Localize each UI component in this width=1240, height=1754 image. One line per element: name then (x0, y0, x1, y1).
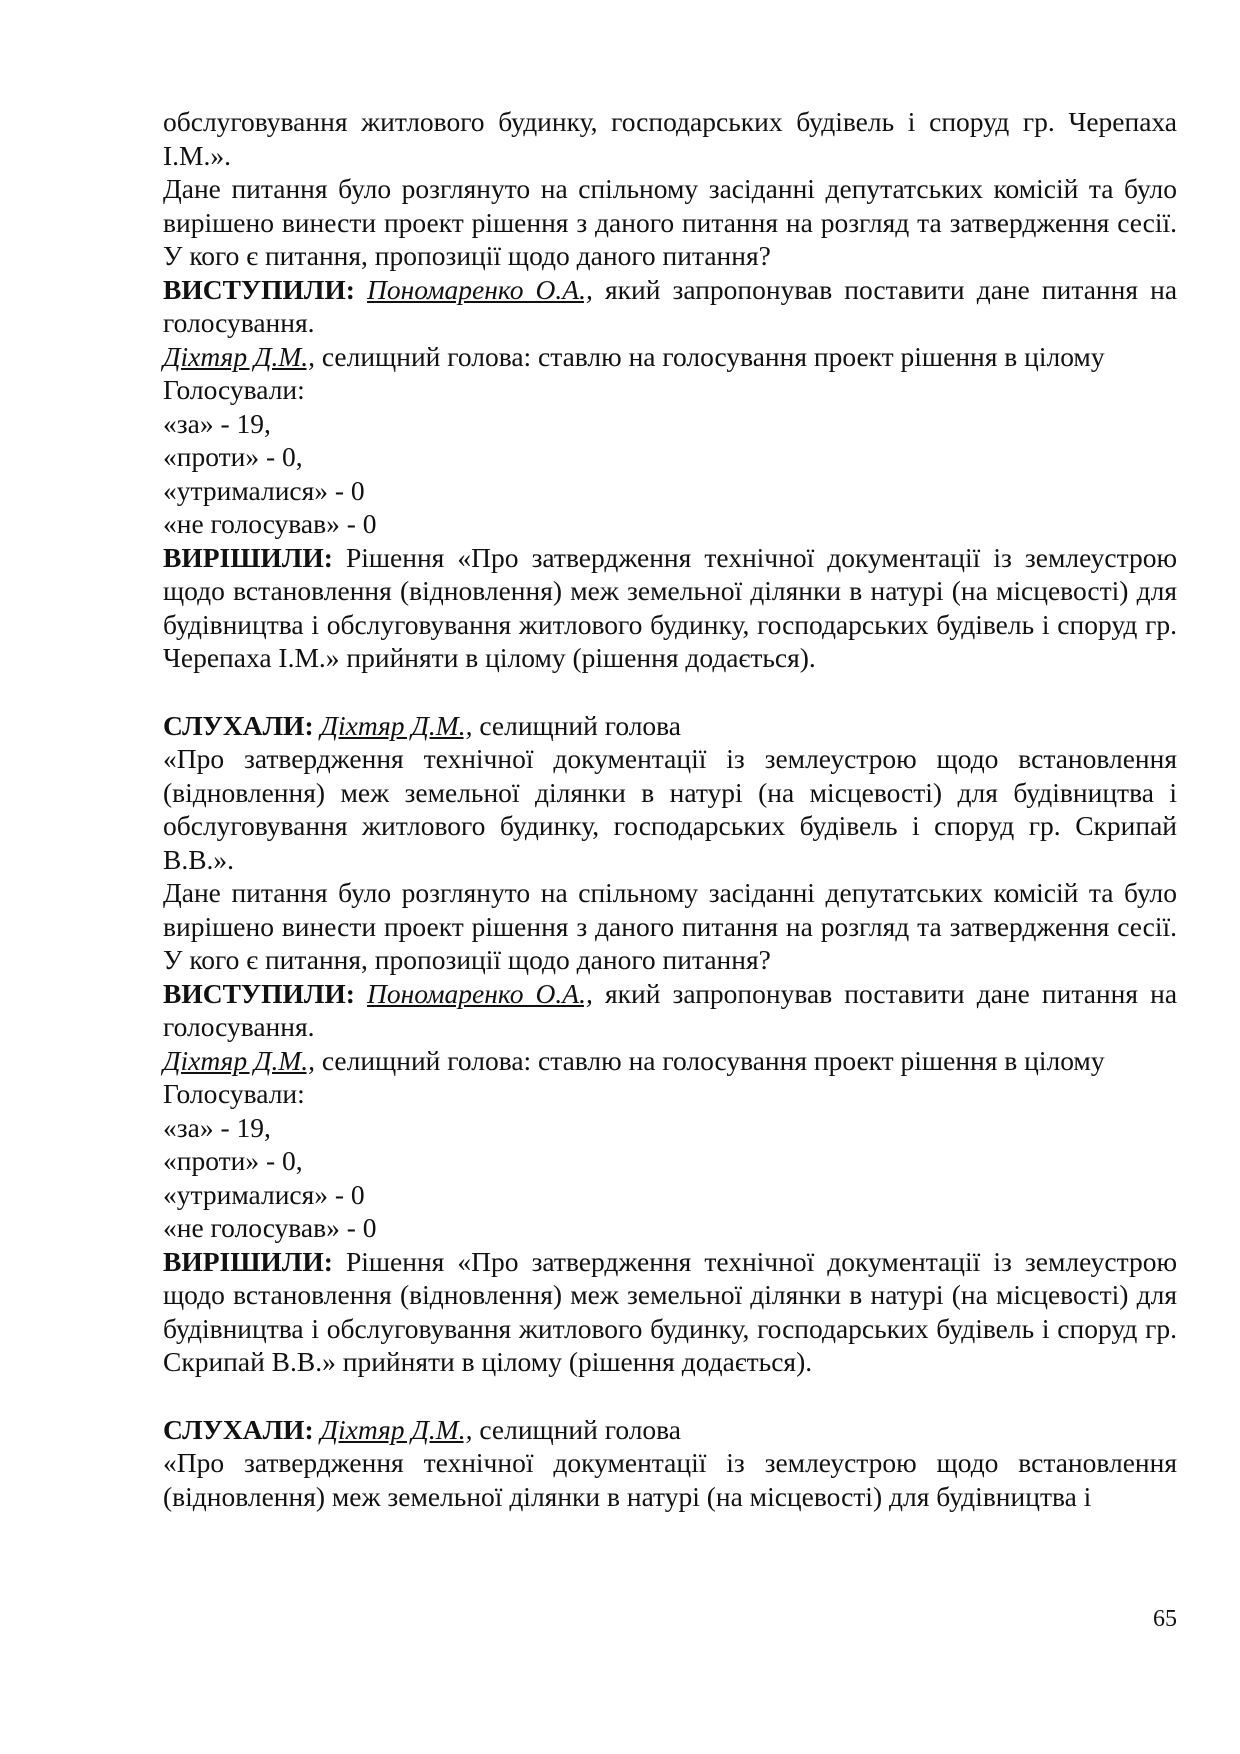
section1-spoke (163, 273, 1177, 340)
heard-name: Діхтяр Д.М., (320, 1413, 473, 1445)
decided-label: ВИРІШИЛИ: (163, 1245, 333, 1277)
section1-vote-against: «проти» - 0, (163, 441, 303, 472)
chair-name: Діхтяр Д.М., (163, 340, 315, 372)
section1-chair (163, 340, 1177, 374)
decided-text: Рішення «Про затвердження технічної документації із землеустрою щодо встановлення (відновлення) меж земельної ділянки в натурі (на місцевості) для будівництва і обслуговування житлового будинку, господарських будівель і споруд гр. Черепаха І.М.» прийняти в цілому (рішення додається). (163, 541, 1177, 673)
chair-text: селищний голова: ставлю на голосування проект рішення в цілому (321, 340, 1105, 372)
section2-voted-label: Голосували: (163, 1078, 305, 1109)
section2-heard (163, 709, 1177, 743)
section1-vote-for: «за» - 19, (163, 407, 271, 439)
page-number: 65 (1153, 1606, 1177, 1632)
heard-label: СЛУХАЛИ: (163, 709, 314, 741)
heard-role: селищний голова (479, 709, 682, 741)
chair-text: селищний голова: ставлю на голосування проект рішення в цілому (321, 1044, 1105, 1076)
section1-discussion: Дане питання було розглянуто на спільному засіданні депутатських комісій та було вирішено винести проект рішення з даного питання на розгляд та затвердження сесії. У кого є питання, пропозиції щодо даного питання? (163, 173, 1177, 271)
spoke-label: ВИСТУПИЛИ: (163, 977, 355, 1009)
section2-topic: «Про затвердження технічної документації із землеустрою щодо встановлення (відновлення) меж земельної ділянки в натурі (на місцевості) для будівництва і обслуговування житлового будинку, господарських будівель і споруд гр. Скрипай В.В.». (163, 743, 1177, 875)
decided-text: Рішення «Про затвердження технічної документації із землеустрою щодо встановлення (відновлення) меж земельної ділянки в натурі (на місцевості) для будівництва і обслуговування житлового будинку, господарських будівель і споруд гр. Скрипай В.В.» прийняти в цілому (рішення додається). (163, 1245, 1177, 1377)
section2-vote-not-voted: «не голосував» - 0 (163, 1212, 377, 1243)
section2-vote-for: «за» - 19, (163, 1111, 271, 1143)
section2-spoke (163, 977, 1177, 1044)
section2-chair (163, 1044, 1177, 1078)
chair-name: Діхтяр Д.М., (163, 1044, 315, 1076)
section1-decision (163, 541, 1177, 675)
heard-role: селищний голова (479, 1413, 682, 1445)
section3-heard (163, 1413, 1177, 1447)
speaker-name: Пономаренко О.А., (367, 273, 593, 305)
heard-name: Діхтяр Д.М., (320, 709, 473, 741)
section2-vote-against: «проти» - 0, (163, 1145, 303, 1176)
document-body (163, 105, 1177, 1513)
section2-discussion: Дане питання було розглянуто на спільному засіданні депутатських комісій та було вирішено винести проект рішення з даного питання на розгляд та затвердження сесії. У кого є питання, пропозиції щодо даного питання? (163, 877, 1177, 975)
spoke-text: який запропонував поставити дане питання на голосування. (163, 977, 1178, 1042)
heard-label: СЛУХАЛИ: (163, 1413, 314, 1445)
spoke-text: який запропонував поставити дане питання на голосування. (163, 273, 1178, 338)
section-spacer (163, 675, 1177, 709)
section2-vote-abstained: «утрималися» - 0 (163, 1178, 365, 1210)
spoke-label: ВИСТУПИЛИ: (163, 273, 355, 305)
section1-voted-label: Голосували: (163, 374, 305, 405)
section1-vote-not-voted: «не голосував» - 0 (163, 508, 377, 539)
section3-topic: «Про затвердження технічної документації із землеустрою щодо встановлення (відновлення) меж земельної ділянки в натурі (на місцевості) для будівництва і (163, 1447, 1177, 1512)
section1-vote-abstained: «утрималися» - 0 (163, 474, 365, 506)
speaker-name: Пономаренко О.А., (367, 977, 593, 1009)
section1-intro: обслуговування житлового будинку, господарських будівель і споруд гр. Черепаха І.М.». (163, 106, 1177, 171)
section2-decision (163, 1245, 1177, 1379)
section-spacer (163, 1379, 1177, 1413)
decided-label: ВИРІШИЛИ: (163, 541, 333, 573)
